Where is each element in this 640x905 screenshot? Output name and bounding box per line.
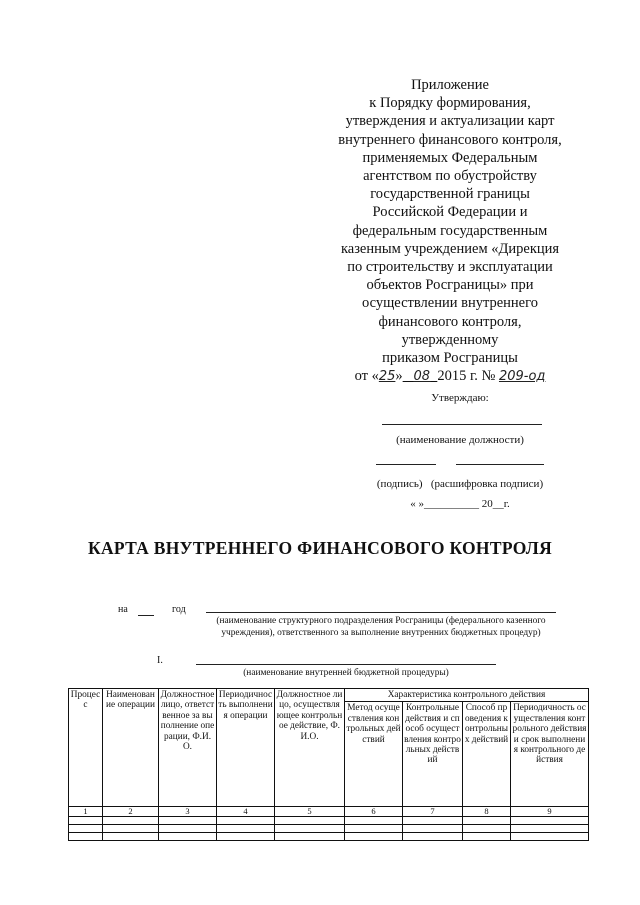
col-header-periodicity: Периодичность выполнения операции [217, 689, 275, 807]
appendix-line: по строительству и эксплуатации [347, 259, 553, 276]
table-cell [275, 825, 345, 833]
table-cell [217, 825, 275, 833]
col-number: 1 [69, 807, 103, 817]
order-date-line [330, 367, 570, 386]
appendix-line: внутреннего финансового контроля, [338, 131, 562, 148]
table-cell [217, 833, 275, 841]
table-row [69, 825, 589, 833]
table-cell [511, 817, 589, 825]
position-caption: (наименование должности) [396, 434, 524, 446]
col-number: 5 [275, 807, 345, 817]
table-cell [511, 825, 589, 833]
col-number: 2 [103, 807, 159, 817]
appendix-line: к Порядку формирования, [369, 95, 531, 112]
appendix-line: казенным учреждением «Дирекция [340, 240, 560, 257]
procedure-caption: (наименование внутренней бюджетной процедуры) [243, 668, 449, 678]
appendix-line: объектов Росграницы» при [366, 277, 534, 294]
appendix-block [330, 76, 570, 386]
appendix-line: Приложение [411, 77, 489, 93]
signature-caption: (подпись) [376, 478, 423, 490]
table-row [69, 817, 589, 825]
subdivision-caption-line1: (наименование структурного подразделения Росграницы (федерального казенного [216, 616, 546, 626]
table-cell [463, 833, 511, 841]
subdivision-line [206, 612, 556, 613]
col-header-process: Процесс [69, 689, 103, 807]
appendix-line: финансового контроля, [378, 313, 522, 330]
col-header-way: Способ проведения контрольных действий [463, 702, 511, 807]
appendix-line: приказом Росграницы [382, 350, 518, 367]
table-cell [345, 833, 403, 841]
table-cell [103, 817, 159, 825]
table-cell [511, 833, 589, 841]
table-cell [69, 833, 103, 841]
table-cell [403, 833, 463, 841]
col-header-operation: Наименование операции [103, 689, 159, 807]
approve-title: Утверждаю: [431, 392, 489, 404]
order-year: 2015 г. № [437, 368, 496, 385]
procedure-roman: I. [157, 655, 163, 666]
table-cell [463, 825, 511, 833]
procedure-line [196, 664, 496, 665]
col-number: 9 [511, 807, 589, 817]
appendix-line: утвержденному [401, 331, 499, 348]
table-cell [69, 817, 103, 825]
table-cell [275, 833, 345, 841]
col-header-control-period: Периодичность осуществления контрольного действия и срок выполнения контрольного действия [511, 702, 589, 807]
appendix-line: утверждения и актуализации карт [345, 113, 555, 130]
signature-captions [360, 478, 560, 490]
col-header-method: Метод осуществления контрольных действий [345, 702, 403, 807]
col-number: 6 [345, 807, 403, 817]
col-number: 7 [403, 807, 463, 817]
table-cell [159, 817, 217, 825]
order-number: 209-од [498, 369, 546, 385]
decoding-caption: (расшифровка подписи) [430, 478, 544, 490]
control-map-table [68, 688, 589, 841]
position-line [382, 424, 542, 425]
subdivision-caption [206, 615, 556, 639]
year-god: год [172, 604, 186, 615]
order-month: 08 [413, 369, 431, 385]
approve-date: « »__________ 20__г. [410, 498, 510, 510]
table-cell [403, 817, 463, 825]
col-number: 4 [217, 807, 275, 817]
table-cell [69, 825, 103, 833]
appendix-line: осуществлении внутреннего [362, 295, 538, 312]
table-cell [345, 817, 403, 825]
table-cell [463, 817, 511, 825]
decoding-line [456, 464, 544, 465]
group-header-characteristics: Характеристика контрольного действия [345, 689, 589, 702]
table-cell [159, 833, 217, 841]
signature-line [376, 464, 436, 465]
order-prefix: от « [354, 368, 379, 385]
table-row [69, 833, 589, 841]
table-cell [403, 825, 463, 833]
table-header-row [69, 689, 589, 702]
order-day: 25 [378, 369, 396, 385]
appendix-line: агентством по обустройству [363, 168, 537, 185]
col-header-actions: Контрольные действия и способ осуществления контрольных действий [403, 702, 463, 807]
table-cell [217, 817, 275, 825]
col-number: 3 [159, 807, 217, 817]
appendix-line: Российской Федерации и [372, 204, 528, 221]
appendix-line: государственной границы [370, 186, 530, 203]
table-cell [103, 833, 159, 841]
table-cell [103, 825, 159, 833]
page-title: КАРТА ВНУТРЕННЕГО ФИНАНСОВОГО КОНТРОЛЯ [87, 538, 553, 558]
order-month-gap-left [403, 368, 414, 384]
table-number-row [69, 807, 589, 817]
table-cell [345, 825, 403, 833]
appendix-line: федеральным государственным [352, 222, 548, 239]
year-na: на [118, 604, 128, 615]
subdivision-caption-line2: учреждения), ответственного за выполнение внутренних бюджетных процедур) [221, 628, 541, 638]
year-blank-line [138, 615, 154, 616]
col-header-controller: Должностное лицо, осуществляющее контрольное действие, Ф.И.О. [275, 689, 345, 807]
table-cell [159, 825, 217, 833]
table-cell [275, 817, 345, 825]
order-mid: » [395, 368, 403, 385]
appendix-line: применяемых Федеральным [362, 149, 538, 166]
col-header-responsible: Должностное лицо, ответственное за выполнение операции, Ф.И.О. [159, 689, 217, 807]
col-number: 8 [463, 807, 511, 817]
